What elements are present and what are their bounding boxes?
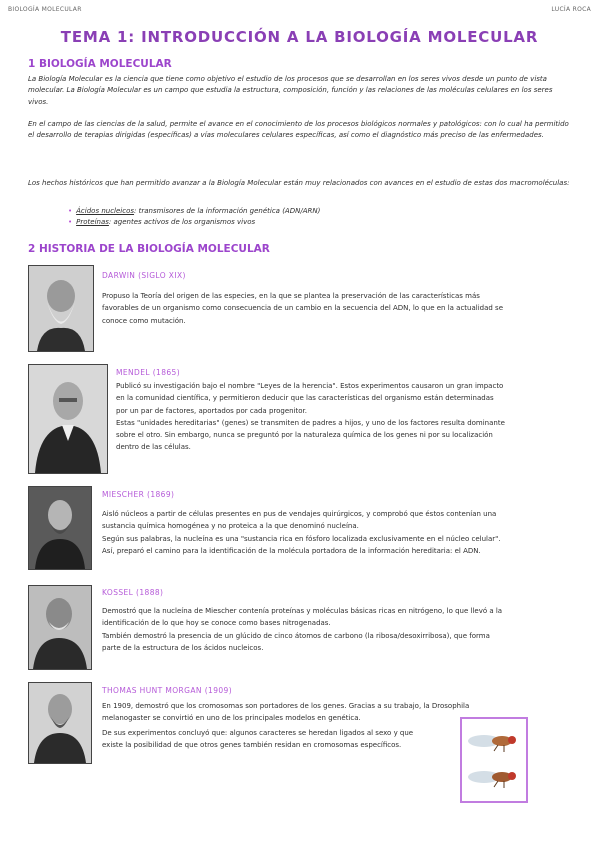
- section-2-heading: 2 HISTORIA DE LA BIOLOGÍA MOLECULAR: [28, 243, 270, 255]
- morgan-portrait: [28, 682, 92, 764]
- darwin-portrait: [28, 265, 94, 352]
- kossel-portrait: [28, 585, 92, 670]
- scientist-name: MIESCHER (1869): [102, 490, 175, 499]
- drosophila-image: [460, 717, 528, 803]
- scientist-description: Publicó su investigación bajo el nombre "Leyes de la herencia". Estos experimentos causaron un gran impacto en la comunidad científica, y permitieron deducir que las características del organismo están determinadas por un par de factores, aportados por cada progenitor. Estas "unidades hereditarias" (genes) se transmiten de padres a hijos, y uno de los factores resulta dominante sobre el otro. Sin embargo, nunca se preguntó por la naturaleza química de los genes ni por su localización dentro de las células.: [116, 382, 505, 452]
- list-item-text: : transmisores de la información genética (ADN/ARN): [134, 207, 321, 215]
- list-item-term: Ácidos nucleicos: [76, 207, 135, 215]
- mendel-portrait: [28, 364, 108, 474]
- page-title: TEMA 1: INTRODUCCIÓN A LA BIOLOGÍA MOLECULAR: [60, 28, 539, 46]
- list-item-term: Proteínas: [76, 218, 109, 227]
- scientist-name: DARWIN (SIGLO XIX): [102, 271, 186, 280]
- section-1-heading: 1 BIOLOGÍA MOLECULAR: [28, 58, 172, 70]
- fly-icon: [468, 771, 516, 788]
- section-1-paragraph-3: Los hechos históricos que han permitido avanzar a la Biología Molecular están muy relacionados con avances en el estudio de estas dos macromoléculas:: [28, 179, 570, 187]
- scientist-description: Aisló núcleos a partir de células presentes en pus de vendajes quirúrgicos, y comprobó que éstos contenían una sustancia química homogénea y no proteica a la que denominó nucleína. Según sus palabras, la nucleína es una "sustancia rica en fósforo localizada exclusivamente en el núcleo celular". Así, preparó el camino para la identificación de la molécula portadora de la información hereditaria: el ADN.: [102, 510, 501, 555]
- fly-icon: [468, 735, 516, 752]
- list-item: [68, 217, 320, 228]
- miescher-portrait: [28, 486, 92, 570]
- scientist-description: Propuso la Teoría del origen de las especies, en la que se plantea la preservación de las características más favorables de un organismo como consecuencia de un cambio en la secuencia del ADN, lo que en la actualidad se conoce como mutación.: [102, 292, 504, 325]
- scientist-description: En 1909, demostró que los cromosomas son portadores de los genes. Gracias a su trabajo, la Drosophila melanogaster se convirtió en uno de los principales modelos en genética. De sus experimentos concluyó que: algunos caracteres se heredan ligados al sexo y que existe la posibilidad de que otros genes también residan en cromosomas específicos.: [102, 702, 470, 749]
- scientist-name: KOSSEL (1888): [102, 588, 164, 597]
- scientist-description: Demostró que la nucleína de Miescher contenía proteínas y moléculas básicas ricas en nitrógeno, lo que llevó a la identificación de lo que hoy se conoce como bases nitrogenadas. También demostró la presencia de un glúcido de cinco átomos de carbono (la ribosa/desoxirribosa), que forma parte de la estructura de los ácidos nucleicos.: [102, 607, 503, 652]
- scientist-name: THOMAS HUNT MORGAN (1909): [102, 686, 233, 695]
- list-item: [68, 206, 320, 217]
- header-left: BIOLOGÍA MOLECULAR: [8, 6, 82, 13]
- section-1-paragraph-2: En el campo de las ciencias de la salud, permite el avance en el conocimiento de los procesos biológicos normales y patológicos: con lo cual ha permitido el desarrollo de terapias dirigidas (específicas) a vías moleculares celulares específicas, así como el diagnóstico más preciso de las enfermedades.: [28, 120, 569, 140]
- scientist-name: MENDEL (1865): [116, 368, 181, 377]
- list-item-text: : agentes activos de los organismos vivos: [108, 218, 256, 227]
- section-1-paragraph-1: La Biología Molecular es la ciencia que tiene como objetivo el estudio de los procesos que se desarrollan en los seres vivos desde un punto de vista molecular. La Biología Molecular es un campo que estudia la estructura, composición, función y las relaciones de las moléculas celulares en los seres vivos.: [28, 75, 553, 106]
- header-right: LUCÍA ROCA: [551, 6, 591, 13]
- macromolecule-list: [68, 206, 320, 229]
